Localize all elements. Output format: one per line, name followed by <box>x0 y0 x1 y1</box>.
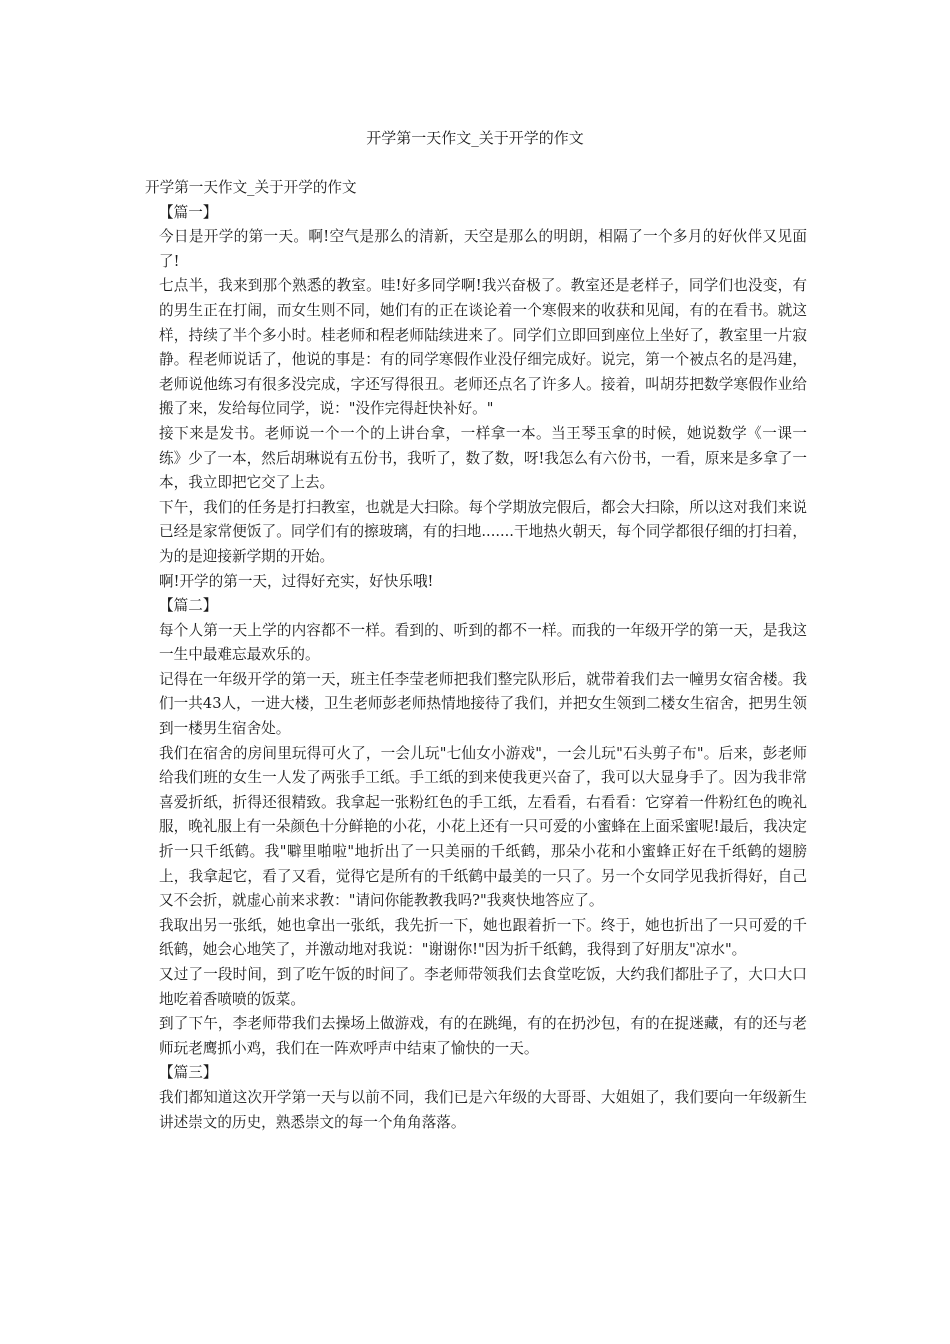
section-heading-1: 【篇一】 <box>159 203 218 221</box>
paragraph: 到了下午，李老师带我们去操场上做游戏，有的在跳绳，有的在扔沙包，有的在捉迷藏，有的还与老师玩老鹰抓小鸡，我们在一阵欢呼声中结束了愉快的一天。 <box>159 1015 807 1057</box>
paragraph: 我们都知道这次开学第一天与以前不同，我们已是六年级的大哥哥、大姐姐了，我们要向一年级新生讲述崇文的历史，熟悉崇文的每一个角角落落。 <box>159 1088 807 1131</box>
paragraph: 又过了一段时间，到了吃午饭的时间了。李老师带领我们去食堂吃饭，大约我们都肚子了，大口大口地吃着香喷喷的饭菜。 <box>159 966 807 1008</box>
paragraph: 今日是开学的第一天。啊!空气是那么的清新，天空是那么的明朗，相隔了一个多月的好伙伴又见面了! <box>159 228 807 270</box>
section-heading-3: 【篇三】 <box>159 1064 218 1082</box>
document-title: 开学第一天作文_关于开学的作文 <box>366 129 584 147</box>
paragraph: 每个人第一天上学的内容都不一样。看到的、听到的都不一样。而我的一年级开学的第一天，是我这一生中最难忘最欢乐的。 <box>159 621 807 664</box>
document-subtitle: 开学第一天作文_关于开学的作文 <box>145 179 357 196</box>
document-body <box>145 176 807 1135</box>
section-heading-2: 【篇二】 <box>159 597 218 615</box>
paragraph: 记得在一年级开学的第一天，班主任李莹老师把我们整完队形后，就带着我们去一幢男女宿舍楼。我们一共43人，一进大楼，卫生老师彭老师热情地接待了我们，并把女生领到二楼女生宿舍，把男生领到一楼男生宿舍处。 <box>159 670 807 738</box>
paragraph: 啊!开学的第一天，过得好充实，好快乐哦! <box>159 572 434 590</box>
paragraph: 我取出另一张纸，她也拿出一张纸，我先折一下，她也跟着折一下。终于，她也折出了一只可爱的千纸鹤，她会心地笑了，并激动地对我说："谢谢你!"因为折千纸鹤，我得到了好朋友"凉水"。 <box>159 916 807 959</box>
paragraph: 接下来是发书。老师说一个一个的上讲台拿，一样拿一本。当王琴玉拿的时候，她说数学《一课一练》少了一本，然后胡琳说有五份书，我听了，数了数，呀!我怎么有六份书，一看，原来是多拿了一本，我立即把它交了上去。 <box>159 424 807 492</box>
paragraph: 七点半，我来到那个熟悉的教室。哇!好多同学啊!我兴奋极了。教室还是老样子，同学们也没变，有的男生正在打闹，而女生则不同，她们有的正在谈论着一个寒假来的收获和见闻，有的在看书。就这样，持续了半个多小时。桂老师和程老师陆续进来了。同学们立即回到座位上坐好了，教室里一片寂静。程老师说话了，他说的事是：有的同学寒假作业没仔细完成好。说完，第一个被点名的是冯建，老师说他练习有很多没完成，字还写得很丑。老师还点名了许多人。接着，叫胡芬把数学寒假作业给搬了来，发给每位同学，说："没作完得赶快补好。" <box>159 277 807 418</box>
paragraph: 下午，我们的任务是打扫教室，也就是大扫除。每个学期放完假后，都会大扫除，所以这对我们来说已经是家常便饭了。同学们有的擦玻璃，有的扫地.......干地热火朝天，每个同学都很仔细的打扫着，为的是迎接新学期的开始。 <box>159 498 807 565</box>
paragraph: 我们在宿舍的房间里玩得可火了，一会儿玩"七仙女小游戏"，一会儿玩"石头剪子布"。后来，彭老师给我们班的女生一人发了两张手工纸。手工纸的到来使我更兴奋了，我可以大显身手了。因为我非常喜爱折纸，折得还很精致。我拿起一张粉红色的手工纸，左看看，右看看：它穿着一件粉红色的晚礼服，晚礼服上有一朵颜色十分鲜艳的小花，小花上还有一只可爱的小蜜蜂在上面采蜜呢!最后，我决定折一只千纸鹤。我"噼里啪啦"地折出了一只美丽的千纸鹤，那朵小花和小蜜蜂正好在千纸鹤的翅膀上，我拿起它，看了又看，觉得它是所有的千纸鹤中最美的一只了。另一个女同学见我折得好，自己又不会折，就虚心前来求教："请问你能教教我吗?"我爽快地答应了。 <box>159 744 807 910</box>
